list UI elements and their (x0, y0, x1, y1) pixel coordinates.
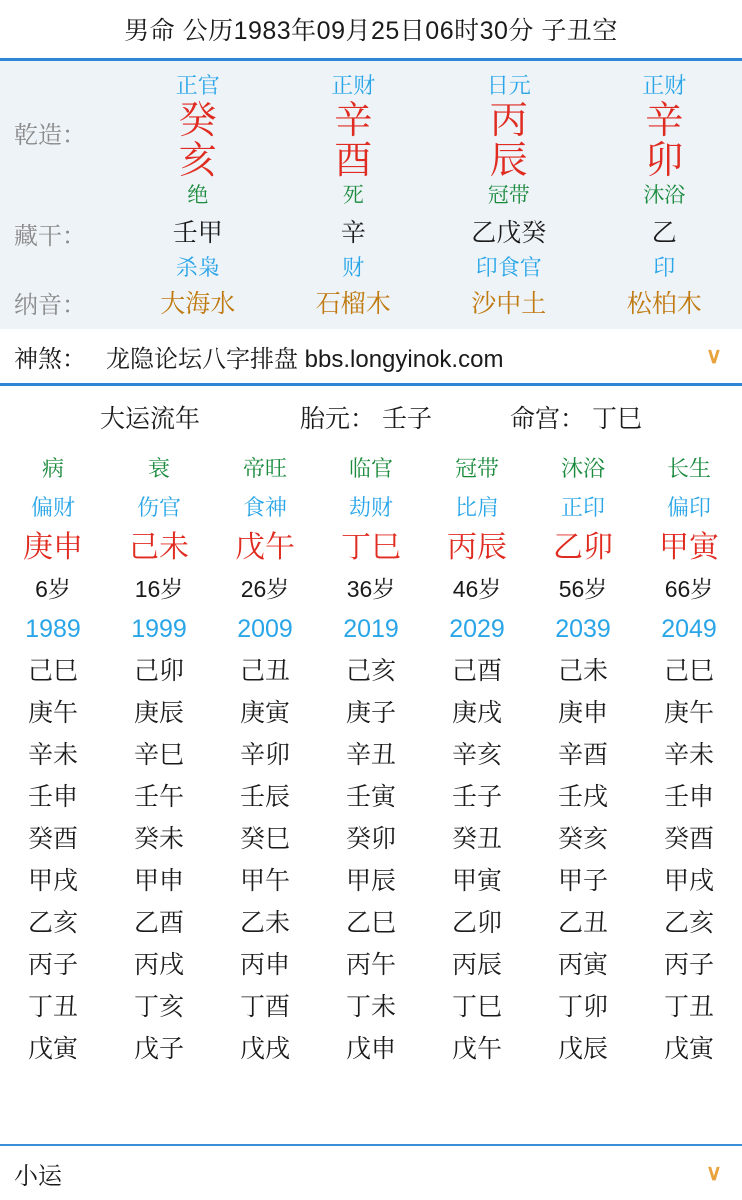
liunian-cell-0-4[interactable] (0, 818, 106, 860)
luck-year-cell-2[interactable] (212, 608, 318, 650)
nayin-columns (120, 283, 742, 325)
luck-ganzhi-4: 丙辰 (447, 531, 507, 564)
luck-age-3: 36岁 (346, 576, 396, 602)
luck-col-1[interactable] (106, 448, 212, 490)
liunian-text-3-2: 辛丑 (345, 741, 396, 769)
liunian-cell-5-2[interactable] (530, 734, 636, 776)
liunian-text-6-5: 甲戌 (663, 867, 714, 895)
luck-year-1: 1999 (131, 615, 187, 643)
pillars-row-label-qianzao: 乾造： (14, 122, 86, 149)
state-year: 绝 (187, 184, 209, 207)
liunian-text-4-7: 丙辰 (451, 951, 502, 979)
liunian-cell-6-2[interactable] (636, 734, 742, 776)
hidden-stems-year (120, 213, 276, 283)
liunian-text-3-9: 戊申 (345, 1035, 396, 1063)
liunian-text-0-4: 癸酉 (27, 825, 78, 853)
earthly-branch-day: 辰 (489, 140, 528, 182)
liunian-cell-1-4[interactable] (106, 818, 212, 860)
liunian-text-1-3: 壬午 (133, 783, 184, 811)
liunian-text-6-7: 丙子 (663, 951, 714, 979)
shensha-value: 龙隐论坛八字排盘 bbs.longyinok.com (106, 345, 504, 373)
luck-col-6[interactable] (636, 448, 742, 490)
liunian-text-0-6: 乙亥 (27, 909, 78, 937)
liunian-cell-2-9[interactable] (212, 1028, 318, 1070)
liunian-cell-6-1[interactable] (636, 692, 742, 734)
luck-ganzhi-6: 甲寅 (659, 531, 719, 564)
luck-god-cell-4 (424, 490, 530, 526)
liunian-cell-6-4[interactable] (636, 818, 742, 860)
luck-year-5: 2039 (555, 615, 611, 643)
luck-row-start-year (0, 608, 742, 650)
luck-ganzhi-cell-2[interactable] (212, 526, 318, 570)
chevron-down-icon-footer[interactable]: ∨ (705, 1160, 722, 1185)
xiaoyun-row[interactable] (0, 1144, 742, 1200)
hidden-stems-day (431, 213, 587, 283)
liunian-cell-1-7[interactable] (106, 944, 212, 986)
liunian-cell-1-5[interactable] (106, 860, 212, 902)
luck-ganzhi-cell-0[interactable] (0, 526, 106, 570)
luck-age-cell-2 (212, 570, 318, 608)
liunian-cell-0-6[interactable] (0, 902, 106, 944)
liunian-cell-2-0[interactable] (212, 650, 318, 692)
liunian-text-4-6: 乙卯 (451, 909, 502, 937)
luck-age-6: 66岁 (664, 576, 714, 602)
nayin-day (431, 283, 587, 325)
liunian-cell-5-1[interactable] (530, 692, 636, 734)
liunian-text-4-3: 壬子 (451, 783, 502, 811)
liunian-cell-3-6[interactable] (318, 902, 424, 944)
liunian-cell-5-3[interactable] (530, 776, 636, 818)
luck-state-6: 长生 (666, 456, 711, 481)
luck-row-liunian-6 (0, 902, 742, 944)
hidden-stems-text-year: 壬甲 (172, 219, 223, 247)
luck-col-0[interactable] (0, 448, 106, 490)
liunian-text-5-2: 辛酉 (557, 741, 608, 769)
ten-god-hour: 正财 (642, 73, 687, 98)
luck-row-liunian-2 (0, 734, 742, 776)
liunian-cell-4-3[interactable] (424, 776, 530, 818)
ten-god-day: 日元 (486, 73, 531, 98)
luck-ganzhi-2: 戊午 (235, 531, 295, 564)
liunian-text-3-5: 甲辰 (345, 867, 396, 895)
liunian-cell-2-7[interactable] (212, 944, 318, 986)
luck-year-2: 2009 (237, 615, 293, 643)
liunian-cell-0-2[interactable] (0, 734, 106, 776)
liunian-cell-3-5[interactable] (318, 860, 424, 902)
pillars-main-row (0, 71, 742, 211)
luck-god-cell-0 (0, 490, 106, 526)
luck-year-cell-6[interactable] (636, 608, 742, 650)
liunian-text-0-7: 丙子 (27, 951, 78, 979)
liunian-cell-4-0[interactable] (424, 650, 530, 692)
four-pillars-panel (0, 61, 742, 329)
luck-year-cell-3[interactable] (318, 608, 424, 650)
luck-row-liunian-8 (0, 986, 742, 1028)
liunian-text-6-9: 戊寅 (663, 1035, 714, 1063)
pillars-columns (120, 71, 742, 211)
luck-ten-god-3: 劫财 (348, 495, 393, 520)
liunian-cell-4-2[interactable] (424, 734, 530, 776)
liunian-text-2-7: 丙申 (239, 951, 290, 979)
luck-ganzhi-cell-1[interactable] (106, 526, 212, 570)
luck-ganzhi-0: 庚申 (23, 531, 83, 564)
luck-ten-god-4: 比肩 (454, 495, 499, 520)
liunian-text-1-5: 甲申 (133, 867, 184, 895)
liunian-text-1-0: 己卯 (133, 657, 184, 685)
liunian-cell-1-3[interactable] (106, 776, 212, 818)
liunian-text-0-3: 壬申 (27, 783, 78, 811)
luck-age-cell-4 (424, 570, 530, 608)
luck-state-3: 临官 (348, 456, 393, 481)
liunian-cell-4-8[interactable] (424, 986, 530, 1028)
luck-ganzhi-1: 己未 (129, 531, 189, 564)
liunian-text-4-4: 癸丑 (451, 825, 502, 853)
liunian-cell-0-7[interactable] (0, 944, 106, 986)
chevron-down-icon[interactable]: ∨ (705, 343, 722, 368)
luck-row-state (0, 448, 742, 490)
liunian-text-3-7: 丙午 (345, 951, 396, 979)
liunian-cell-6-8[interactable] (636, 986, 742, 1028)
luck-age-1: 16岁 (134, 576, 184, 602)
hidden-stems-gods-year: 杀枭 (175, 255, 220, 280)
hidden-stems-gods-day: 印食官 (475, 255, 542, 280)
liunian-cell-5-6[interactable] (530, 902, 636, 944)
liunian-text-3-1: 庚子 (345, 699, 396, 727)
liunian-text-4-8: 丁巳 (451, 993, 502, 1021)
liunian-cell-3-4[interactable] (318, 818, 424, 860)
liunian-cell-0-3[interactable] (0, 776, 106, 818)
luck-state-2: 帝旺 (242, 456, 287, 481)
liunian-text-2-2: 辛卯 (239, 741, 290, 769)
liunian-text-2-6: 乙未 (239, 909, 290, 937)
luck-year-0: 1989 (25, 615, 81, 643)
liunian-text-6-4: 癸酉 (663, 825, 714, 853)
luck-ganzhi-3: 丁巳 (341, 531, 401, 564)
state-day: 冠带 (487, 184, 530, 207)
liunian-cell-5-9[interactable] (530, 1028, 636, 1070)
liunian-text-0-0: 己巳 (27, 657, 78, 685)
hidden-stems-hour (587, 213, 742, 283)
luck-row-liunian-5 (0, 860, 742, 902)
liunian-cell-6-9[interactable] (636, 1028, 742, 1070)
luck-year-cell-4[interactable] (424, 608, 530, 650)
nayin-text-hour: 松柏木 (626, 290, 702, 318)
luck-ganzhi-cell-5[interactable] (530, 526, 636, 570)
luck-age-5: 56岁 (558, 576, 608, 602)
liunian-text-6-3: 壬申 (663, 783, 714, 811)
luck-meta-row (0, 386, 742, 448)
liunian-cell-5-0[interactable] (530, 650, 636, 692)
liunian-cell-2-8[interactable] (212, 986, 318, 1028)
luck-year-cell-0[interactable] (0, 608, 106, 650)
liunian-cell-3-1[interactable] (318, 692, 424, 734)
xiaoyun-label: 小运 (14, 1162, 62, 1190)
luck-ganzhi-cell-6[interactable] (636, 526, 742, 570)
liunian-text-2-4: 癸巳 (239, 825, 290, 853)
luck-god-cell-3 (318, 490, 424, 526)
liunian-cell-2-1[interactable] (212, 692, 318, 734)
luck-ten-god-6: 偏印 (666, 495, 711, 520)
liunian-cell-1-6[interactable] (106, 902, 212, 944)
liunian-cell-6-5[interactable] (636, 860, 742, 902)
liunian-cell-0-9[interactable] (0, 1028, 106, 1070)
liunian-text-6-0: 己巳 (663, 657, 714, 685)
liunian-cell-3-0[interactable] (318, 650, 424, 692)
liunian-cell-0-1[interactable] (0, 692, 106, 734)
state-hour: 沐浴 (643, 184, 686, 207)
luck-col-2[interactable] (212, 448, 318, 490)
earthly-branch-month: 酉 (334, 140, 373, 182)
nayin-row (0, 283, 742, 325)
liunian-text-1-8: 丁亥 (133, 993, 184, 1021)
liunian-text-5-9: 戊辰 (557, 1035, 608, 1063)
luck-age-cell-3 (318, 570, 424, 608)
liunian-text-0-1: 庚午 (27, 699, 78, 727)
liunian-cell-4-6[interactable] (424, 902, 530, 944)
hidden-stems-columns (120, 213, 742, 283)
liunian-text-4-9: 戊午 (451, 1035, 502, 1063)
liunian-text-3-0: 己亥 (345, 657, 396, 685)
liunian-cell-2-2[interactable] (212, 734, 318, 776)
liunian-text-5-5: 甲子 (557, 867, 608, 895)
liunian-cell-2-5[interactable] (212, 860, 318, 902)
liunian-text-5-0: 己未 (557, 657, 608, 685)
luck-age-cell-0 (0, 570, 106, 608)
luck-year-cell-5[interactable] (530, 608, 636, 650)
luck-row-liunian-4 (0, 818, 742, 860)
liunian-text-2-9: 戊戌 (239, 1035, 290, 1063)
heavenly-stem-year: 癸 (178, 100, 217, 142)
luck-age-4: 46岁 (452, 576, 502, 602)
liunian-cell-1-1[interactable] (106, 692, 212, 734)
liunian-text-1-4: 癸未 (133, 825, 184, 853)
luck-year-cell-1[interactable] (106, 608, 212, 650)
liunian-text-0-2: 辛未 (27, 741, 78, 769)
ganzhi-hour (587, 101, 742, 181)
heavenly-stem-day: 丙 (489, 100, 528, 142)
dayun-title: 大运流年 (99, 405, 200, 433)
hidden-stems-gods-hour: 印 (653, 255, 676, 280)
liunian-cell-5-4[interactable] (530, 818, 636, 860)
earthly-branch-year: 亥 (178, 140, 217, 182)
pillar-column-hour[interactable] (587, 71, 742, 211)
liunian-cell-6-3[interactable] (636, 776, 742, 818)
liunian-cell-4-7[interactable] (424, 944, 530, 986)
liunian-cell-0-5[interactable] (0, 860, 106, 902)
liunian-cell-4-9[interactable] (424, 1028, 530, 1070)
hidden-stems-text-day: 乙戊癸 (471, 219, 547, 247)
luck-god-cell-5 (530, 490, 636, 526)
luck-row-liunian-1 (0, 692, 742, 734)
liunian-cell-1-9[interactable] (106, 1028, 212, 1070)
luck-row-liunian-7 (0, 944, 742, 986)
luck-year-4: 2029 (449, 615, 505, 643)
ganzhi-year (120, 101, 276, 181)
liunian-cell-3-2[interactable] (318, 734, 424, 776)
liunian-cell-2-4[interactable] (212, 818, 318, 860)
liunian-text-6-1: 庚午 (663, 699, 714, 727)
liunian-cell-5-7[interactable] (530, 944, 636, 986)
nayin-text-year: 大海水 (160, 290, 236, 318)
nayin-year (120, 283, 276, 325)
nayin-text-month: 石榴木 (315, 290, 391, 318)
liunian-text-4-2: 辛亥 (451, 741, 502, 769)
luck-age-0: 6岁 (35, 576, 71, 602)
liunian-text-5-8: 丁卯 (557, 993, 608, 1021)
liunian-text-0-5: 甲戌 (27, 867, 78, 895)
liunian-text-5-4: 癸亥 (557, 825, 608, 853)
luck-row-liunian-0 (0, 650, 742, 692)
liunian-cell-3-9[interactable] (318, 1028, 424, 1070)
liunian-cell-2-6[interactable] (212, 902, 318, 944)
liunian-text-4-1: 庚戌 (451, 699, 502, 727)
liunian-cell-1-0[interactable] (106, 650, 212, 692)
liunian-text-3-3: 壬寅 (345, 783, 396, 811)
luck-god-cell-6 (636, 490, 742, 526)
liunian-cell-5-8[interactable] (530, 986, 636, 1028)
liunian-cell-3-3[interactable] (318, 776, 424, 818)
liunian-text-3-8: 丁未 (345, 993, 396, 1021)
ganzhi-month (276, 101, 432, 181)
pillar-column-day[interactable] (431, 71, 587, 211)
liunian-text-1-1: 庚辰 (133, 699, 184, 727)
liunian-cell-0-0[interactable] (0, 650, 106, 692)
liunian-text-1-6: 乙酉 (133, 909, 184, 937)
luck-age-2: 26岁 (240, 576, 290, 602)
luck-ten-god-0: 偏财 (30, 495, 75, 520)
liunian-cell-1-8[interactable] (106, 986, 212, 1028)
luck-year-6: 2049 (661, 615, 717, 643)
liunian-text-2-8: 丁酉 (239, 993, 290, 1021)
shensha-row[interactable] (0, 329, 742, 383)
luck-year-3: 2019 (343, 615, 399, 643)
nayin-hour (587, 283, 742, 325)
pillar-column-month[interactable] (276, 71, 432, 211)
luck-row-age (0, 570, 742, 608)
ten-god-year: 正官 (175, 73, 220, 98)
liunian-text-2-1: 庚寅 (239, 699, 290, 727)
luck-ten-god-2: 食神 (242, 495, 287, 520)
luck-row-liunian-9 (0, 1028, 742, 1070)
nayin-text-day: 沙中土 (471, 290, 547, 318)
luck-god-cell-2 (212, 490, 318, 526)
liunian-text-4-5: 甲寅 (451, 867, 502, 895)
liunian-cell-2-3[interactable] (212, 776, 318, 818)
liunian-text-6-8: 丁丑 (663, 993, 714, 1021)
luck-row-ganzhi (0, 526, 742, 570)
liunian-text-3-6: 乙巳 (345, 909, 396, 937)
hidden-stems-text-hour: 乙 (651, 219, 677, 247)
liunian-text-1-7: 丙戌 (133, 951, 184, 979)
luck-age-cell-1 (106, 570, 212, 608)
luck-ganzhi-5: 乙卯 (553, 531, 613, 564)
pillar-column-year[interactable] (120, 71, 276, 211)
hidden-stems-gods-month: 财 (342, 255, 365, 280)
liunian-cell-5-5[interactable] (530, 860, 636, 902)
luck-col-4[interactable] (424, 448, 530, 490)
liunian-text-2-3: 壬辰 (239, 783, 290, 811)
liunian-text-0-8: 丁丑 (27, 993, 78, 1021)
minggong-value: 命宫： 丁巳 (510, 405, 642, 433)
liunian-text-6-6: 乙亥 (663, 909, 714, 937)
liunian-text-2-0: 己丑 (239, 657, 290, 685)
luck-row-liunian-3 (0, 776, 742, 818)
luck-table (0, 448, 742, 1144)
heavenly-stem-hour: 辛 (645, 100, 684, 142)
luck-ten-god-5: 正印 (560, 495, 605, 520)
liunian-cell-4-1[interactable] (424, 692, 530, 734)
liunian-cell-1-2[interactable] (106, 734, 212, 776)
taiyuan-value: 胎元： 壬子 (300, 405, 432, 433)
liunian-text-5-6: 乙丑 (557, 909, 608, 937)
liunian-cell-6-6[interactable] (636, 902, 742, 944)
ganzhi-day (431, 101, 587, 181)
liunian-text-5-1: 庚申 (557, 699, 608, 727)
earthly-branch-hour: 卯 (645, 140, 684, 182)
pillars-row-label-canggan: 藏干： (14, 223, 86, 250)
liunian-cell-6-0[interactable] (636, 650, 742, 692)
luck-col-5[interactable] (530, 448, 636, 490)
liunian-text-4-0: 己酉 (451, 657, 502, 685)
liunian-text-5-3: 壬戌 (557, 783, 608, 811)
liunian-cell-6-7[interactable] (636, 944, 742, 986)
liunian-text-2-5: 甲午 (239, 867, 290, 895)
liunian-cell-4-5[interactable] (424, 860, 530, 902)
heavenly-stem-month: 辛 (334, 100, 373, 142)
liunian-text-0-9: 戊寅 (27, 1035, 78, 1063)
luck-ganzhi-cell-3[interactable] (318, 526, 424, 570)
liunian-text-6-2: 辛未 (663, 741, 714, 769)
luck-ganzhi-cell-4[interactable] (424, 526, 530, 570)
luck-col-3[interactable] (318, 448, 424, 490)
hidden-stems-text-month: 辛 (340, 219, 366, 247)
liunian-text-1-9: 戊子 (133, 1035, 184, 1063)
luck-state-4: 冠带 (454, 456, 499, 481)
liunian-text-1-2: 辛巳 (133, 741, 184, 769)
pillars-row-label-nayin: 纳音： (14, 292, 86, 319)
page-title: 男命 公历1983年09月25日06时30分 子丑空 (0, 0, 742, 58)
hidden-stems-month (276, 213, 432, 283)
luck-state-0: 病 (41, 456, 64, 481)
luck-state-5: 沐浴 (560, 456, 605, 481)
hidden-stems-row (0, 213, 742, 283)
ten-god-month: 正财 (331, 73, 376, 98)
liunian-cell-3-7[interactable] (318, 944, 424, 986)
liunian-cell-3-8[interactable] (318, 986, 424, 1028)
shensha-label: 神煞： (14, 345, 86, 373)
nayin-month (276, 283, 432, 325)
luck-age-cell-5 (530, 570, 636, 608)
luck-age-cell-6 (636, 570, 742, 608)
luck-god-cell-1 (106, 490, 212, 526)
state-month: 死 (342, 184, 364, 207)
luck-state-1: 衰 (147, 456, 170, 481)
luck-ten-god-1: 伤官 (136, 495, 181, 520)
liunian-cell-4-4[interactable] (424, 818, 530, 860)
liunian-text-5-7: 丙寅 (557, 951, 608, 979)
liunian-cell-0-8[interactable] (0, 986, 106, 1028)
luck-row-ten-god (0, 490, 742, 526)
liunian-text-3-4: 癸卯 (345, 825, 396, 853)
